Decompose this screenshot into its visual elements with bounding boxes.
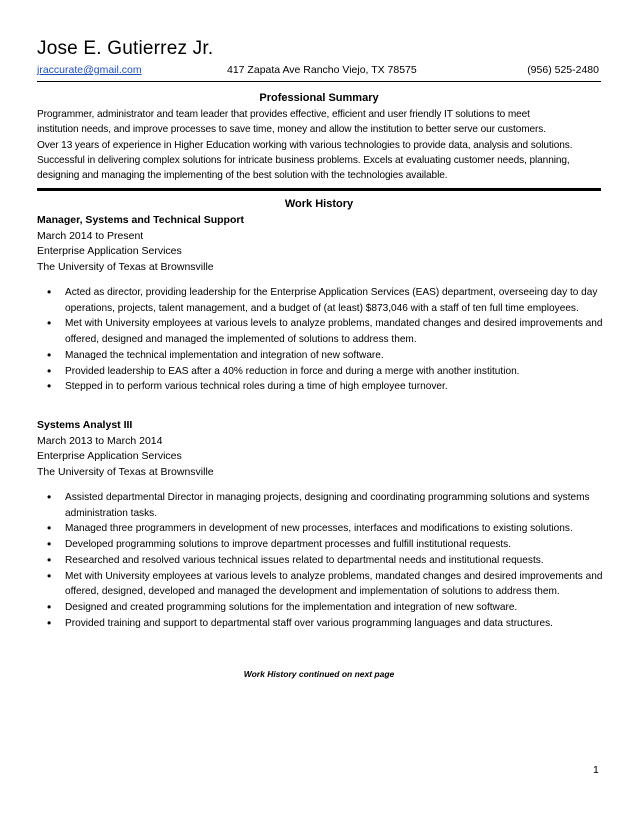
summary-line: Programmer, administrator and team leader that provides effective, efficient and user friendly IT solutions to meet (37, 109, 530, 120)
job-title: Manager, Systems and Technical Support (37, 214, 244, 226)
list-item: • Provided training and support to departmental staff over various programming languages and data structures. (37, 616, 603, 632)
list-item: • Designed and created programming solutions for the implementation and integration of new software. (37, 600, 603, 616)
job-entry-1 (37, 213, 603, 275)
list-item: • Assisted departmental Director in managing projects, designing and coordinating programming solutions and systems administration tasks. (37, 490, 603, 521)
job-organization: The University of Texas at Brownsville (37, 260, 214, 273)
job-2-bullets (37, 490, 603, 631)
address-text: 417 Zapata Ave Rancho Viejo, TX 78575 (227, 64, 417, 76)
list-item: • Met with University employees at various levels to analyze problems, mandated changes and desired improvements and offered, designed and managed the implemented of solutions to address them. (37, 316, 603, 347)
list-item: • Developed programming solutions to improve department processes and fulfill institutional requests. (37, 537, 603, 553)
summary-line: Over 13 years of experience in Higher Education working with various technologies to provide data, analysis and solutions. (37, 139, 573, 151)
job-1-bullets (37, 285, 603, 395)
continued-note: Work History continued on next page (243, 669, 395, 679)
summary-line: Successful in delivering complex solutions for intricate business problems. Excels at evaluating customer needs, planning, (37, 154, 570, 166)
summary-line: institution needs, and improve processes to save time, money and allow the institution to better serve our customers. (37, 124, 546, 136)
list-item: • Researched and resolved various technical issues related to departmental needs and institutional requests. (37, 553, 603, 569)
job-dates: March 2013 to March 2014 (37, 434, 163, 447)
list-item: • Acted as director, providing leadership for the Enterprise Application Services (EAS) department, overseeing day to day operations, projects, talent management, and a budget of (at least) $873,046 with a staff of ten full time employees. (37, 285, 603, 316)
page-number: 1 (593, 764, 599, 776)
list-item: • Provided leadership to EAS after a 40% reduction in force and during a merge with another institution. (37, 364, 603, 380)
summary-text (37, 107, 603, 183)
list-item: • Managed the technical implementation and integration of new software. (37, 348, 603, 364)
summary-line: designing and managing the implementing of the best solution with the technologies available. (37, 170, 448, 182)
job-department: Enterprise Application Services (37, 245, 182, 257)
work-history-heading: Work History (284, 198, 354, 210)
list-item: • Met with University employees at various levels to analyze problems, mandated changes and desired improvements and offered, designed, developed and managed the development and implementation of solutions to address them. (37, 569, 603, 600)
job-dates: March 2014 to Present (37, 229, 144, 242)
phone-text: (956) 525-2480 (527, 64, 599, 76)
job-entry-2 (37, 418, 603, 480)
list-item: • Stepped in to perform various technical roles during a time of high employee turnover. (37, 379, 603, 395)
contact-line (37, 64, 599, 78)
list-item: • Managed three programmers in development of new processes, interfaces and modifications to existing solutions. (37, 521, 603, 537)
summary-heading: Professional Summary (259, 92, 379, 104)
header-divider (37, 81, 601, 82)
section-divider (37, 188, 601, 191)
job-title: Systems Analyst III (37, 419, 133, 431)
email-link[interactable]: jraccurate@gmail.com (37, 64, 142, 76)
job-organization: The University of Texas at Brownsville (37, 465, 214, 478)
job-department: Enterprise Application Services (37, 450, 182, 462)
candidate-name: Jose E. Gutierrez Jr. (37, 38, 214, 59)
